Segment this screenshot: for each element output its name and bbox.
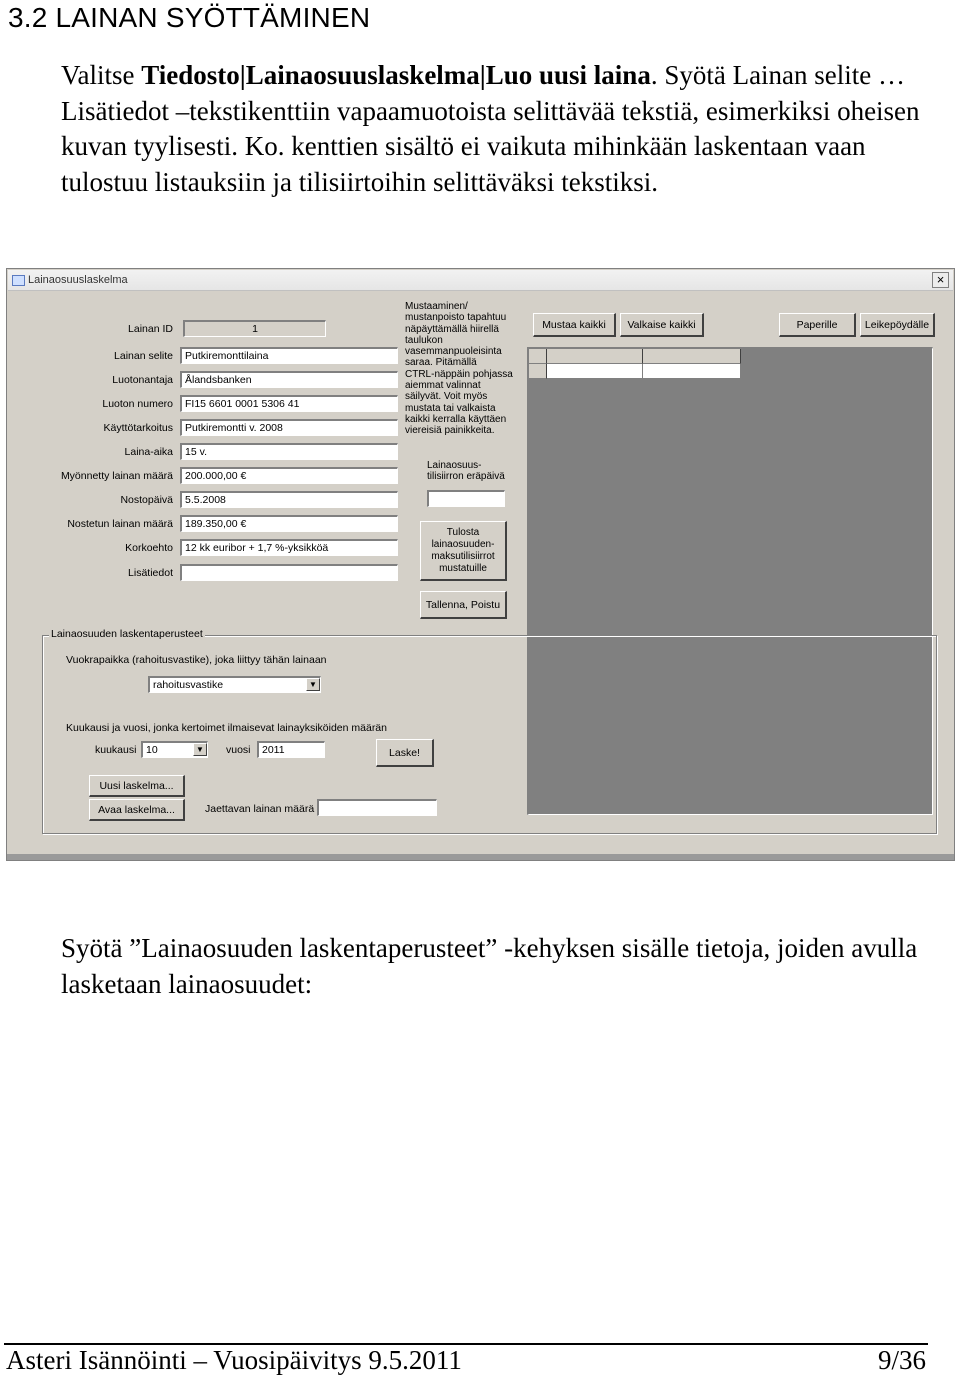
month-select[interactable] (141, 741, 208, 758)
chevron-down-icon[interactable]: ▼ (193, 743, 207, 756)
interest-term-input[interactable]: 12 kk euribor + 1,7 %-yksikköä (180, 539, 398, 556)
section-heading: 3.2 LAINAN SYÖTTÄMINEN (8, 2, 371, 33)
loan-id-field: 1 (183, 320, 326, 337)
frame-legend: Lainaosuuden laskentaperusteet (51, 628, 203, 640)
copy-clipboard-button[interactable]: Leikepöydälle (860, 313, 935, 337)
label-lainan-id: Lainan ID (128, 323, 173, 335)
label-nostopaiva: Nostopäivä (120, 494, 173, 506)
intro-paragraph (61, 58, 941, 200)
label-lainan-selite: Lainan selite (114, 350, 173, 362)
purpose-input[interactable]: Putkiremontti v. 2008 (180, 419, 398, 436)
withdrawn-amount-input[interactable]: 189.350,00 € (180, 515, 398, 532)
label-lisatiedot: Lisätiedot (128, 567, 173, 579)
grid-header-row (529, 349, 741, 364)
month-year-label: Kuukausi ja vuosi, jonka kertoimet ilmaisevat lainayksiköiden määrän (66, 722, 387, 734)
save-exit-button[interactable]: Tallenna, Poistu (420, 591, 507, 619)
withdrawal-date-input[interactable]: 5.5.2008 (180, 491, 398, 508)
app-icon (12, 275, 25, 286)
due-date-label: Lainaosuus- tilisiirron eräpäivä (427, 460, 505, 483)
label-myonnetty: Myönnetty lainan määrä (60, 470, 173, 482)
calculate-button[interactable]: Laske! (376, 739, 434, 767)
amount-to-share-label: Jaettavan lainan määrä (205, 803, 315, 815)
label-kayttotarkoitus: Käyttötarkoitus (103, 422, 173, 434)
granted-amount-input[interactable]: 200.000,00 € (180, 467, 398, 484)
selection-instructions: Mustaaminen/ mustanpoisto tapahtuu näpäyttämällä hiirellä taulukon vasemmanpuoleisinta saraa. Pitämällä CTRL-näppäin pohjassa aiemmat valinnat säilyvät. Voit myös mustata tai valkaista kaikki kerralla käyttäen viereisiä painikkeita. (405, 301, 513, 437)
second-paragraph: Syötä ”Lainaosuuden laskentaperusteet” -kehyksen sisälle tietoja, joiden avulla lasketaan lainaosuudet: (61, 933, 918, 999)
loan-number-input[interactable]: FI15 6601 0001 5306 41 (180, 395, 398, 412)
clear-all-button[interactable]: Valkaise kaikki (620, 313, 704, 337)
label-korkoehto: Korkoehto (125, 542, 173, 554)
intro-pre: Valitse (61, 60, 142, 90)
grid-cell[interactable] (643, 364, 741, 379)
loan-calculation-window (6, 268, 955, 861)
grid-row[interactable] (529, 364, 741, 379)
loan-term-input[interactable]: 15 v. (180, 443, 398, 460)
window-titlebar (8, 270, 953, 291)
month-value: 10 (146, 744, 158, 756)
page-number: 9/36 (877, 1345, 926, 1375)
select-all-button[interactable]: Mustaa kaikki (533, 313, 616, 337)
additional-info-input[interactable] (180, 564, 398, 581)
month-label: kuukausi (95, 744, 137, 756)
new-calculation-button[interactable]: Uusi laskelma... (89, 775, 185, 797)
label-luotonantaja: Luotonantaja (112, 374, 173, 386)
footer-document-title: Asteri Isännöinti – Vuosipäivitys 9.5.2011 (6, 1345, 462, 1375)
year-label: vuosi (226, 744, 251, 756)
print-button[interactable]: Paperille (779, 313, 856, 337)
label-laina-aika: Laina-aika (124, 446, 173, 458)
grid-corner-cell (529, 349, 547, 364)
grid-header-cell (643, 349, 741, 364)
window-title: Lainaosuuslaskelma (28, 274, 128, 286)
grid-row-selector[interactable] (529, 364, 547, 379)
lender-input[interactable]: Ålandsbanken (180, 371, 398, 388)
grid-header-cell (547, 349, 643, 364)
open-calculation-button[interactable]: Avaa laskelma... (89, 799, 185, 821)
window-bottom-border (7, 854, 954, 860)
label-nostettu: Nostetun lainan määrä (67, 518, 173, 530)
rent-place-select[interactable] (148, 676, 321, 693)
rent-place-label: Vuokrapaikka (rahoitusvastike), joka liittyy tähän lainaan (66, 654, 327, 666)
close-icon[interactable]: × (932, 272, 949, 288)
grid-cell[interactable] (547, 364, 643, 379)
chevron-down-icon[interactable]: ▼ (306, 678, 320, 691)
rent-place-value: rahoitusvastike (153, 679, 224, 691)
label-luoton-numero: Luoton numero (102, 398, 173, 410)
loan-description-input[interactable]: Putkiremonttilaina (180, 347, 398, 364)
menu-path: Tiedosto|Lainaosuuslaskelma|Luo uusi laina (141, 60, 651, 90)
intro-post: . Syötä Lainan selite … Lisätiedot –tekstikenttiin vapaamuotoista selittävää tekstiä, esimerkiksi oheisen kuvan tyylisesti. Ko. kenttien sisältö ei vaikuta mihinkään laskentaan vaan tulostuu listauksiin ja tilisiirtoihin selittäväksi tekstiksi. (61, 60, 920, 197)
amount-to-share-input[interactable] (317, 799, 437, 816)
print-transfers-button[interactable]: Tulosta lainaosuuden- maksutilisiirrot mustatuille (420, 521, 507, 581)
due-date-input[interactable] (427, 490, 505, 507)
calculation-basis-frame (42, 628, 937, 834)
year-input[interactable]: 2011 (257, 741, 325, 758)
